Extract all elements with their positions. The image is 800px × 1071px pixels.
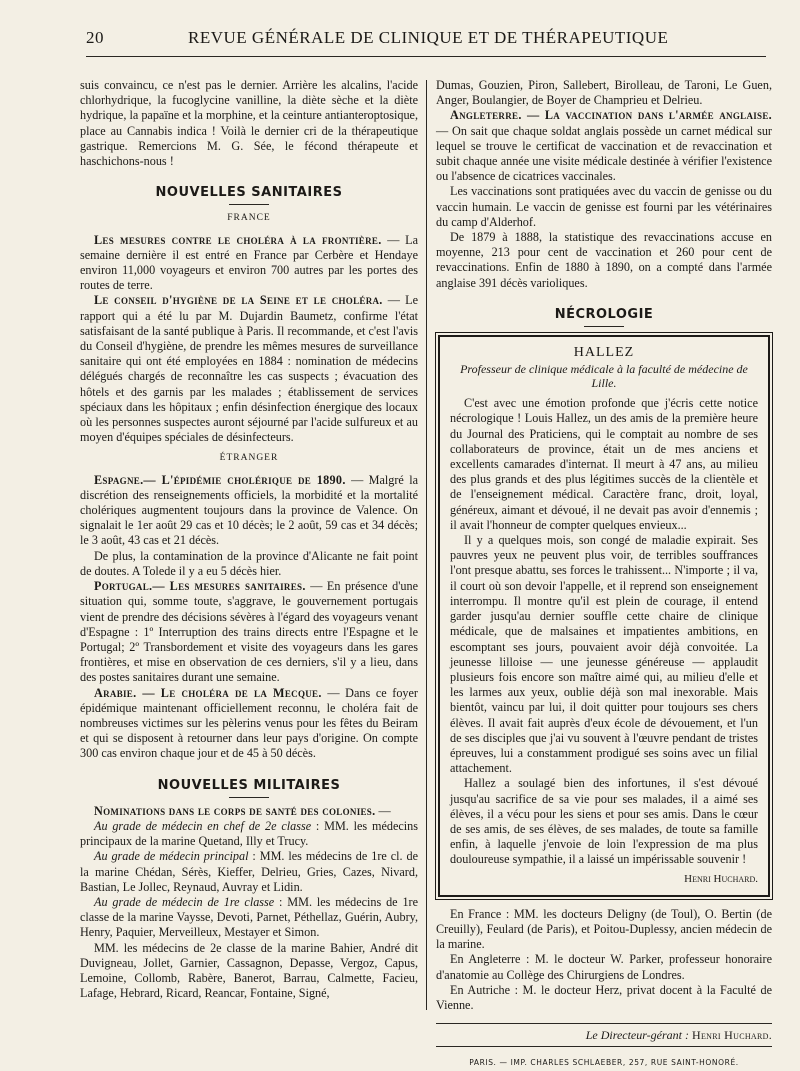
- article-paragraph: En France : MM. les docteurs Deligny (de Toul), O. Bertin (de Creuilly), Feulard (de Paris), et Poitou-Duplessy, ancien médecin de la marine.: [436, 906, 772, 952]
- director-label: Le Directeur-gérant :: [585, 1028, 690, 1043]
- subhead-france: FRANCE: [227, 213, 271, 224]
- article-paragraph: De 1879 à 1888, la statistique des revaccinations accuse en moyenne, 213 pour cent de vaccination et 260 pour cent de revaccinations. Enfin de 1880 à 1890, on a compté dans l'armée anglaise 391 décès varioliques.: [436, 230, 772, 290]
- obituary-subtitle: Professeur de clinique médicale à la faculté de médecine de Lille.: [460, 362, 748, 391]
- article-paragraph: [80, 849, 418, 895]
- article-lead: Au grade de médecin principal: [94, 849, 249, 864]
- column-divider: [426, 80, 427, 1010]
- article-paragraph: [80, 895, 418, 941]
- article-paragraph: [436, 108, 772, 184]
- article-body: — En présence d'une situation qui, somme toute, s'aggrave, le gouvernement portugais vient de prendre des décisions sévères à l'égard des voyageurs venant d'Espagne : 1º Interruption des trains directs entre l'Espagne et le Portugal; 2º Transbordement et visite des voyageurs dans les gares frontières, et mise en observation de ces derniers, s'il y a lieu, dans des postes sanitaires durant une semaine.: [80, 579, 418, 685]
- director-line: [436, 1023, 772, 1047]
- obituary-paragraph: Hallez a soulagé bien des infortunes, il s'est dévoué jusqu'au sacrifice de sa vie pour ses malades, il a aimé ses élèves, il a vécu pour les siens et pour ses amis. Dans le cœur de ses amis, de ses élèves, de ses malades, de toute sa famille enfin, à laquelle j'envoie de loin l'expression de ma plus douloureuse sympathie, il a laissé un impérissable souvenir !: [450, 776, 758, 867]
- article-paragraph: [80, 579, 418, 685]
- section-title-sanitaires: NOUVELLES SANITAIRES: [155, 185, 343, 201]
- article-lead: Au grade de médecin en chef de 2e classe: [94, 818, 312, 833]
- obituary-paragraph: Il y a quelques mois, son congé de maladie expirait. Ses pauvres yeux ne peuvent plus voir, de terribles souffrances l'ont presque abattu, ses forces le trahissent... N'importe ; il va, il court où son devoir l'appelle, et il reprend son enseignement interrompu. Il montre qu'il est plein de courage, il entend garder jusqu'au dernier souffle cette chaire de clinique médicale, que de malsaines et impatientes ambitions, en escomptant ses jours, pouvaient avoir déjà convoitée. La jeunesse lilloise — une jeunesse généreuse — applaudit plusieurs fois encore son maître aimé qui, au milieu d'elle et les larmes aux yeux, oublie déjà son mal inexorable. Mais bientôt, vaincu par lui, il doit quitter pour toujours ses chers élèves. Il avait fait auprès d'eux école de dévouement, et l'un de ses disciples que j'ai vu souvent à l'œuvre pendant de tristes épreuves, lui a constamment prodigué ses soins avec un filial attachement.: [450, 533, 758, 776]
- article-lead: Au grade de médecin de 1re classe: [94, 894, 275, 909]
- article-paragraph: [80, 293, 418, 445]
- article-paragraph: MM. les médecins de 2e classe de la marine Bahier, André dit Duvigneau, Jollet, Garnier, Cassagnon, Depasse, Vergoz, Capus, Lemoine, Collomb, Rabère, Banerot, Barrau, Calmette, Facieu, Lafage, Hebrard, Ricard, Reancar, Fontaine, Signé,: [80, 940, 418, 1001]
- article-lead: Arabie. — Le choléra de la Mecque.: [94, 685, 322, 700]
- section-title-necrologie: NÉCROLOGIE: [554, 306, 654, 322]
- journal-title: REVUE GÉNÉRALE DE CLINIQUE ET DE THÉRAPEUTIQUE: [188, 28, 669, 47]
- intro-paragraph: suis convaincu, ce n'est pas le dernier. Arrière les alcalins, l'acide chlorhydrique, la fucoglycine vanilline, la diète sèche et la diète hydrique, la papaïne et la morphine, et la ceinture antianteroptosique, place au Cannabis indica ! Voilà le dernier cri de la thérapeutique gastrique. Remercions M. G. Sée, le fécond thérapeute et haschichons-nous !: [80, 78, 418, 169]
- article-body: : MM. les médecins de 1re classe de la marine Vaysse, Devoti, Parnet, Péthellaz, Guérin, Aubry, Henry, Paquier, Merveilleux, Mestayer et Simon.: [80, 894, 418, 940]
- article-lead: Le conseil d'hygiène de la Seine et le choléra.: [94, 293, 383, 308]
- obituary-signature: Henri Huchard.: [684, 872, 758, 885]
- printer-imprint: PARIS. — IMP. CHARLES SCHLAEBER, 257, RUE SAINT-HONORÉ.: [469, 1058, 739, 1068]
- article-paragraph: [80, 686, 418, 762]
- title-rule: [584, 326, 624, 327]
- title-rule: [229, 204, 269, 205]
- article-paragraph: [80, 473, 418, 549]
- section-title-militaires: NOUVELLES MILITAIRES: [157, 777, 341, 793]
- article-paragraph: [80, 819, 418, 849]
- article-body: : MM. les médecins principaux de la marine Quetand, Illy et Trucy.: [80, 818, 418, 849]
- article-paragraph: De plus, la contamination de la province d'Alicante ne fait point de doutes. A Tolede il y a eu 5 décès hier.: [80, 548, 418, 578]
- article-body: — Malgré la discrétion des renseignements officiels, la morbidité et la mortalité cholériques augmentent toujours dans la province de Valence. On signalait le 1er août 29 cas et 10 décès; le 2 août, 59 cas et 34 décès; le 3 août, 43 cas et 21 décès.: [80, 472, 419, 548]
- right-column: [436, 78, 772, 1068]
- header-rule: [86, 56, 766, 57]
- subhead-etranger: ÉTRANGER: [219, 453, 279, 464]
- article-paragraph: [80, 804, 418, 819]
- article-lead: Les mesures contre le choléra à la frontière.: [94, 232, 382, 247]
- article-paragraph: En Angleterre : M. le docteur W. Parker, professeur honoraire d'anatomie au Collège des Chirurgiens de Londres.: [436, 952, 772, 982]
- article-body: — Le rapport qui a été lu par M. Dujardin Baumetz, confirme l'état satisfaisant de la santé publique à Paris. Il recommande, et c'est l'avis du Conseil d'hygiène, de prendre les mêmes mesures de surveillance sanitaire qui ont été employées en 1884 : nomination de médecins délégués chargés de reconnaître les cas suspects ; évacuation des hôtels et des garnis par les malades ; établissement de services spéciaux dans les hôpitaux ; enfin désinfection énergique des locaux où les personnes suspectes auront séjourné par l'acide sulfureux et au moyen d'équipes spéciales de désinfecteurs.: [80, 293, 418, 445]
- continued-paragraph: Dumas, Gouzien, Piron, Sallebert, Birolleau, de Taroni, Le Guen, Anger, Boulangier, de Boyer de Champrieu et Delrieu.: [436, 78, 772, 108]
- article-body: : MM. les médecins de 1re cl. de la marine Chédan, Sérès, Kieffer, Delrieu, Gries, Cazes, Nivard, Bastian, Le Jollec, Reynaud, Auvray et Lidin.: [80, 849, 418, 894]
- page-number: 20: [86, 28, 104, 47]
- title-rule: [229, 797, 269, 798]
- obituary-name: HALLEZ: [573, 345, 635, 361]
- article-body: — Dans ce foyer épidémique maintenant officiellement reconnu, le choléra fait de nombreuses victimes sur les pèlerins venus pour les fêtes du Beiram et qui se disposent à retourner dans leur pays d'origine. On compte 300 cas environ chaque jour et de 45 à 50 décès.: [80, 685, 418, 761]
- article-paragraph: En Autriche : M. le docteur Herz, privat docent à la Faculté de Vienne.: [436, 982, 772, 1012]
- director-name: Henri Huchard.: [692, 1028, 772, 1043]
- obituary-box: [438, 335, 770, 897]
- left-column: [80, 78, 418, 1018]
- article-lead: Angleterre. — La vaccination dans l'armée anglaise.: [450, 108, 772, 123]
- article-lead: Espagne.— L'épidémie cholérique de 1890.: [94, 472, 346, 487]
- article-lead: Portugal.— Les mesures sanitaires.: [94, 579, 306, 594]
- article-body: — On sait que chaque soldat anglais possède un carnet médical sur lequel se trouve le certificat de vaccination et de revaccination et subit chaque année une visite médicale destinée à vérifier l'existence ou l'absence de cicatrices vaccinales.: [436, 123, 772, 184]
- article-lead: Nominations dans le corps de santé des colonies.: [94, 803, 376, 818]
- obituary-paragraph: C'est avec une émotion profonde que j'écris cette notice nécrologique ! Louis Hallez, un des amis de la première heure du Journal des Praticiens, qui le comptait au nombre de ses collaborateurs de province, était un de mes anciens et excellents camarades d'internat. Il meurt à 47 ans, au milieu des plus grands et des plus légitimes succès de la clientèle et de l'enseignement médical. Caractère franc, droit, loyal, généreux, aimant et dévoué, il ne devait pas avoir d'ennemis ; il avait l'honneur de compter quelques envieux...: [450, 396, 758, 532]
- article-body: — La semaine dernière il est entré en France par Cerbère et Hendaye environ 11,000 voyageurs et environ 700 autres par les portes des routes de terre.: [80, 232, 418, 293]
- article-body: —: [375, 803, 391, 818]
- article-paragraph: [80, 233, 418, 294]
- article-paragraph: Les vaccinations sont pratiquées avec du vaccin de genisse ou du vaccin humain. Le vaccin de genisse est fourni par les vétérinaires du camp d'Alderhof.: [436, 184, 772, 229]
